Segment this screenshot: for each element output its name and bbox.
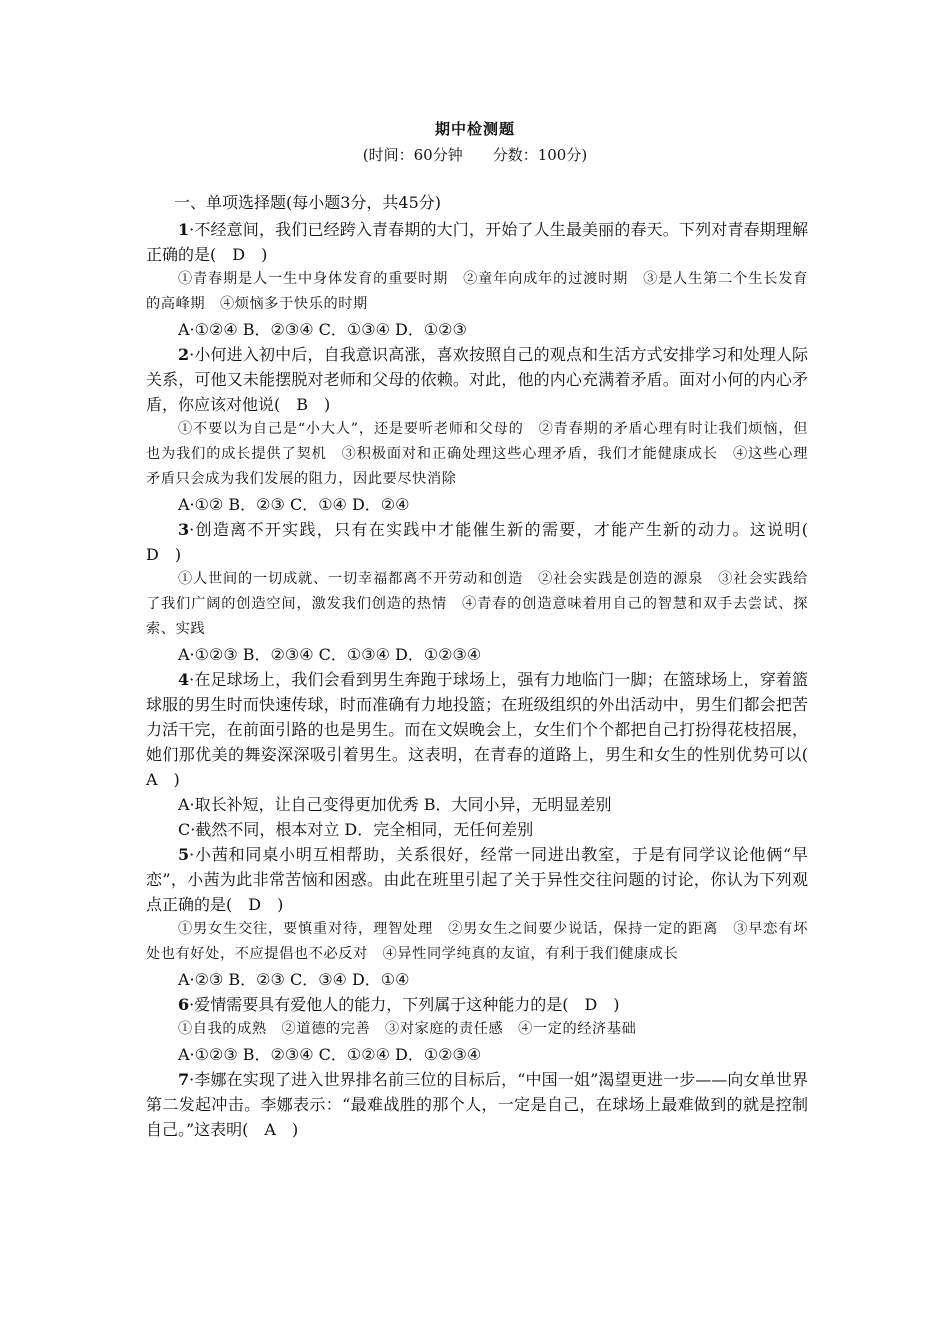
question-statements: ①男女生交往，要慎重对待，理智处理 ②男女生之间要少说话，保持一定的距离 ③早恋有坏处也有好处，不应提倡也不必反对 ④异性同学纯真的友谊，有利于我们健康成长	[146, 921, 808, 962]
question-1	[146, 217, 808, 342]
question-stem	[146, 842, 808, 917]
question-text: ·创造离不开实践，只有在实践中才能催生新的需要，才能产生新的动力。这说明( D )	[146, 520, 825, 564]
answer-choices: C·截然不同，根本对立 D．完全相同，无任何差别	[178, 820, 534, 839]
question-text: ·在足球场上，我们会看到男生奔跑于球场上，强有力地临门一脚；在篮球场上，穿着篮球服的男生时而快速传球，时而准确有力地投篮；在班级组织的外出活动中，男生们都会把苦力活干完，在前面引路的也是男生。而在文娱晚会上，女生们个个都把自己打扮得花枝招展，她们那优美的舞姿深深吸引着男生。这表明，在青春的道路上，男生和女生的性别优势可以( A )	[146, 670, 825, 789]
question-text: ·小何进入初中后，自我意识高涨，喜欢按照自己的观点和生活方式安排学习和处理人际关系，可他又未能摆脱对老师和父母的依赖。对此，他的内心充满着矛盾。面对小何的内心矛盾，你应该对他说( B )	[146, 345, 808, 414]
question-number: 4	[178, 670, 190, 689]
question-text: ·爱情需要具有爱他人的能力，下列属于这种能力的是( D )	[189, 995, 620, 1014]
question-3	[146, 517, 825, 667]
question-stem	[146, 517, 825, 567]
answer-choices: A·②③ B．②③ C．③④ D．①④	[178, 970, 410, 989]
question-text: ·小茜和同桌小明互相帮助，关系很好，经常一同进出教室，于是有同学议论他俩“早恋”，小茜为此非常苦恼和困惑。由此在班里引起了关于异性交往问题的讨论，你认为下列观点正确的是( D )	[146, 845, 808, 914]
question-2	[146, 342, 808, 517]
question-stem	[146, 217, 808, 267]
question-6	[146, 992, 808, 1067]
question-statements: ①不要以为自己是“小大人”，还是要听老师和父母的 ②青春期的矛盾心理有时让我们烦恼，但也为我们的成长提供了契机 ③积极面对和正确处理这些心理矛盾，我们才能健康成长 ④这些心理矛盾只会成为我们发展的阻力，因此要尽快消除	[146, 421, 808, 487]
exam-info: (时间：60分钟 分数：100分)	[362, 146, 588, 164]
question-text: ·李娜在实现了进入世界排名前三位的目标后，“中国一姐”渴望更进一步——向女单世界第二发起冲击。李娜表示：“最难战胜的那个人，一定是自己，在球场上最难做到的就是控制自己。”这表明( A )	[146, 1070, 808, 1139]
question-number: 3	[178, 520, 190, 539]
page-title: 期中检测题	[434, 120, 515, 138]
answer-choices: A·①②③ B．②③④ C．①②④ D．①②③④	[178, 1045, 482, 1064]
question-5	[146, 842, 808, 992]
question-statements: ①自我的成熟 ②道德的完善 ③对家庭的责任感 ④一定的经济基础	[178, 1021, 637, 1037]
question-stem	[146, 992, 808, 1017]
section-heading: 一、单项选择题(每小题3分，共45分)	[174, 193, 442, 212]
answer-choices: A·①②④ B．②③④ C．①③④ D．①②③	[178, 320, 467, 339]
answer-choices: A·①② B．②③ C．①④ D．②④	[178, 495, 410, 514]
question-4	[146, 667, 825, 842]
answer-choices: A·取长补短，让自己变得更加优秀 B．大同小异，无明显差别	[178, 795, 612, 814]
question-text: ·不经意间，我们已经跨入青春期的大门，开始了人生最美丽的春天。下列对青春期理解正确的是( D )	[146, 220, 808, 264]
question-number: 7	[178, 1070, 190, 1089]
answer-choices: A·①②③ B．②③④ C．①③④ D．①②③④	[178, 645, 482, 664]
question-number: 5	[178, 845, 190, 864]
question-stem	[146, 667, 825, 792]
question-list	[146, 190, 825, 1142]
question-number: 1	[178, 220, 190, 239]
question-number: 2	[178, 345, 190, 364]
question-statements: ①青春期是人一生中身体发育的重要时期 ②童年向成年的过渡时期 ③是人生第二个生长发育的高峰期 ④烦恼多于快乐的时期	[146, 271, 808, 312]
question-stem	[146, 342, 808, 417]
question-7	[146, 1067, 808, 1142]
question-stem	[146, 1067, 808, 1142]
question-number: 6	[178, 995, 190, 1014]
question-statements: ①人世间的一切成就、一切幸福都离不开劳动和创造 ②社会实践是创造的源泉 ③社会实践给了我们广阔的创造空间，激发我们创造的热情 ④青春的创造意味着用自己的智慧和双手去尝试、探索、实践	[146, 571, 808, 637]
